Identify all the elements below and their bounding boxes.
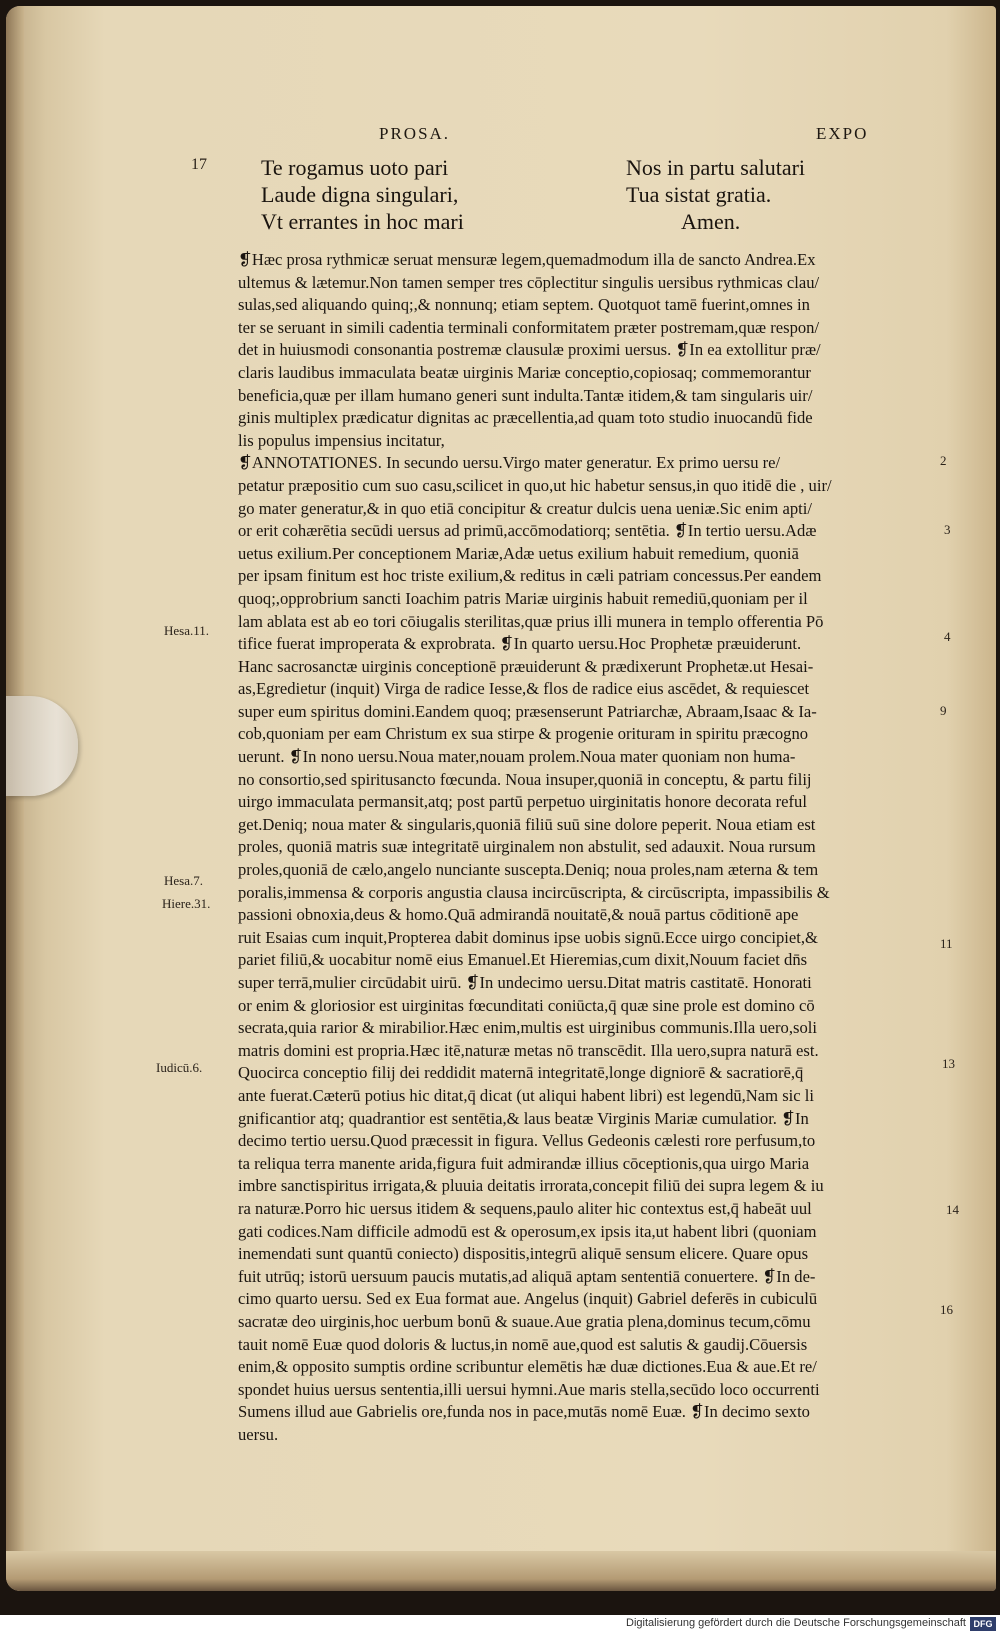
verse-line-amen: Amen. [681,209,741,234]
text-line: no consortio,sed spiritusancto fœcunda. Noua insuper,quoniā in conceptu, & partu filij [238,769,812,789]
text-line: ruit Esaias cum inquit,Propterea dabit dominus ipse uobis signū.Ecce uirgo concipiet,& [238,927,818,947]
attribution-text: Digitalisierung gefördert durch die Deutsche Forschungsgemeinschaft [626,1617,966,1629]
text-line: proles, quoniā matris suæ integritatē uirginalem non abstulit, sed adauxit. Noua rursum [238,837,816,857]
text-line: gnificantior atq; quadrantior est sentētia,& laus beatæ Virginis Mariæ cumulatior. ❡In [238,1108,809,1128]
bookmark-tab [6,696,78,796]
verse-number: 17 [191,156,207,173]
text-line: uetus exilium.Per conceptionem Mariæ,Adæ uetus exilium habuit remedium, quoniā [238,543,799,563]
text-line: quoq;,opprobrium sancti Ioachim patris Mariæ uirginis habuit remediū,quoniam per il [238,588,808,608]
text-line: ultemus & lætemur.Non tamen semper tres cōplectitur singulis uersibus rythmicas clau/ [238,272,820,292]
text-line: claris laudibus immaculata beatæ uirginis Mariæ conceptio,copiosaq; commemorantur [238,362,811,382]
text-line: go mater generatur,& in quo etiā concipitur & creatur dulcis uena ueniæ.Sic enim apti/ [238,498,812,518]
text-line: ante fuerat.Cæterū potius hic ditat,q̄ dicat (ut aliqui habent libri) est legendū,Nam sic li [238,1085,815,1105]
text-line: beneficia,quæ per illam humano generi sunt indulta.Tantæ itidem,& tam singularis uir/ [238,385,813,405]
text-line: tauit nomē Euæ quod doloris & luctus,in nomē aue,quod est salutis & gaudij.Cōuersis [238,1334,808,1354]
text-line: fuit utrūq; istorū uersuum paucis mutatis,ad aliquā aptam sententiā conuertere. ❡In de- [238,1266,816,1286]
margin-number: 4 [944,629,951,644]
text-line: Hanc sacrosanctæ uirginis conceptionē præuiderunt & prædixerunt Prophetæ.ut Hesai- [238,656,814,676]
text-line: Sumens illud aue Gabrielis ore,funda nos in pace,mutās nomē Euæ. ❡In decimo sexto [238,1402,810,1422]
text-line: lam ablata est ab eo tori cōiugalis sterilitas,quæ prius illi munera in templo offerentia Pō [238,611,824,631]
running-header-right: EXPO [816,124,869,143]
text-line: ❡ANNOTATIONES. In secundo uersu.Virgo mater generatur. Ex primo uersu re/ [238,453,781,473]
page-bottom-edge [6,1551,996,1591]
text-line: poralis,immensa & corporis angustia clausa incircūscripta, & circūscripta, impassibilis & [238,882,830,902]
text-line: sulas,sed aliquando quinq;,& nonnunq; etiam septem. Quotquot tamē fuerint,omnes in [238,295,810,315]
text-line: secrata,quia rarior & mirabilior.Hæc enim,multis est uirginibus communis.Illa uero,soli [238,1018,817,1038]
margin-number: 13 [942,1056,955,1071]
text-line: enim,& opposito sumptis ordine scribuntur elemētis hæ duæ dictiones.Eua & aue.Et re/ [238,1357,817,1377]
text-line: lis populus impensius incitatur, [238,430,445,450]
text-line: imbre sanctispiritus irrigata,& pluuia deitatis irrorata,concepit filiū dei supra legem & iu [238,1176,824,1196]
margin-number: 11 [940,936,953,951]
text-line: super terrā,mulier circūdabit uirū. ❡In undecimo uersu.Ditat matris castitatē. Honorati [238,973,812,992]
commentary-text [238,249,968,1446]
text-line: per ipsam finitum est hoc triste exilium,& reditus in cæli patriam concessus.Per eandem [238,566,822,586]
text-line: passioni obnoxia,deus & homo.Quā admirandā nouitatē,& nouā partus cōditionē ape [238,905,799,925]
text-line: ta reliqua terra manente arida,figura fuit admirandæ illius cōceptionis,qua uirgo Maria [238,1153,810,1173]
text-line: matris domini est propria.Hæc itē,naturæ metas nō transcēdit. Illa uero,supra naturā est. [238,1040,819,1060]
verse-line: Vt errantes in hoc mari [261,209,464,234]
text-line: tifice fuerat improperata & exprobrata. ❡In quarto uersu.Hoc Prophetæ præuiderunt. [238,634,802,654]
margin-note-hesa-11: Hesa.11. [164,623,210,638]
text-line: proles,quoniā de cælo,angelo nunciante suscepta.Deniq; noua proles,nam æterna & tem [238,860,819,880]
verse-line: Nos in partu salutari [626,155,806,180]
margin-number: 16 [940,1302,953,1317]
margin-note-hiere-31: Hiere.31. [162,896,211,911]
text-line: or enim & gloriosior est uirginitas fœcunditati coniūcta,q̄ quæ sine prole est domino cō [238,995,815,1015]
text-line: sacratæ deo uirginis,hoc uerbum bonū & suaue.Aue gratia plena,dominus tecum,cōmu [238,1311,811,1331]
book-page [6,6,996,1591]
text-line: cob,quoniam per eam Christum ex sua stirpe & progenie orituram in spiritu præcogno [238,724,809,744]
text-line: inemendati sunt quantū coniecto) dispositis,integrū aliquē sensum elicere. Quare opus [238,1244,809,1264]
page-binding-edge [6,6,24,1591]
text-line: ter se seruant in simili cadentia terminali conformitatem præter postremam,quæ respon/ [238,317,820,337]
text-line: pariet filiū,& uocabitur nomē eius Emanuel.Et Hieremias,cum dixit,Nouum faciet dn̄s [238,950,808,970]
text-line: super eum spiritus domini.Eandem quoq; præsenserunt Patriarchæ, Abraam,Isaac & Ia- [238,701,817,721]
text-line: ginis multiplex prædicatur dignitas ac præcellentia,ad quam toto studio inuocandū fide [238,408,813,428]
verse-column-left [261,154,464,235]
text-line: det in huiusmodi consonantia postremæ clausulæ proximi uersus. ❡In ea extollitur præ/ [238,340,821,360]
attribution-bar [0,1615,1000,1634]
verse-line: Tua sistat gratia. [626,182,772,207]
margin-note-hesa-7: Hesa.7. [164,873,203,888]
margin-number: 2 [940,453,947,468]
text-line: or erit cohærētia secūdi uersus ad primū,accōmodatiorq; sentētia. ❡In tertio uersu.Adæ [238,521,817,541]
verse-line: Te rogamus uoto pari [261,155,449,180]
margin-number: 14 [946,1202,959,1217]
text-line: spondet huius uersus sententia,illi uersui hymni.Aue maris stella,secūdo loco occurrenti [238,1379,820,1399]
text-line: ra naturæ.Porro hic uersus itidem & sequens,paulo aliter hic contextus est,q̄ habeāt uul [238,1198,812,1218]
text-line: cimo quarto uersu. Sed ex Eua format aue. Angelus (inquit) Gabriel deferēs in cubiculū [238,1289,818,1309]
verse-line: Laude digna singulari, [261,182,459,207]
text-line: decimo tertio uersu.Quod præcessit in figura. Vellus Gedeonis cælesti rore perfusum,to [238,1131,816,1151]
text-line: as,Egredietur (inquit) Virga de radice Iesse,& flos de radice eius ascēdet, & requiescet [238,679,810,699]
text-line: uirgo immaculata permansit,atq; post partū perpetuo uirginitatis honore decorata reful [238,792,807,812]
text-line: uersu. [238,1424,279,1444]
margin-note-iudicu-6: Iudicū.6. [156,1060,203,1075]
text-line: gati codices.Nam difficile admodū est & operosum,ex ipsis ita,ut habent libri (quoniam [238,1221,817,1241]
text-line: Quocirca conceptio filij dei reddidit maternā integritatē,longe digniorē & sacratiorē,q̄ [238,1063,804,1083]
margin-number: 3 [944,522,951,537]
text-line: petatur præpositio cum suo casu,scilicet in quo,ut hic habetur sensus,in quo itidē die , uir/ [238,475,832,495]
text-line: get.Deniq; noua mater & singularis,quoniā filiū suū sine dolore peperit. Noua etiam est [238,814,816,834]
text-line: uerunt. ❡In nono uersu.Noua mater,nouam prolem.Noua mater quoniam non huma- [238,747,796,767]
margin-number: 9 [940,703,947,718]
dfg-logo: DFG [970,1617,996,1631]
verse-column-right [626,154,805,235]
running-header-left: PROSA. [379,124,451,143]
text-line: ❡Hæc prosa rythmicæ seruat mensuræ legem,quemadmodum illa de sancto Andrea.Ex [238,250,816,269]
